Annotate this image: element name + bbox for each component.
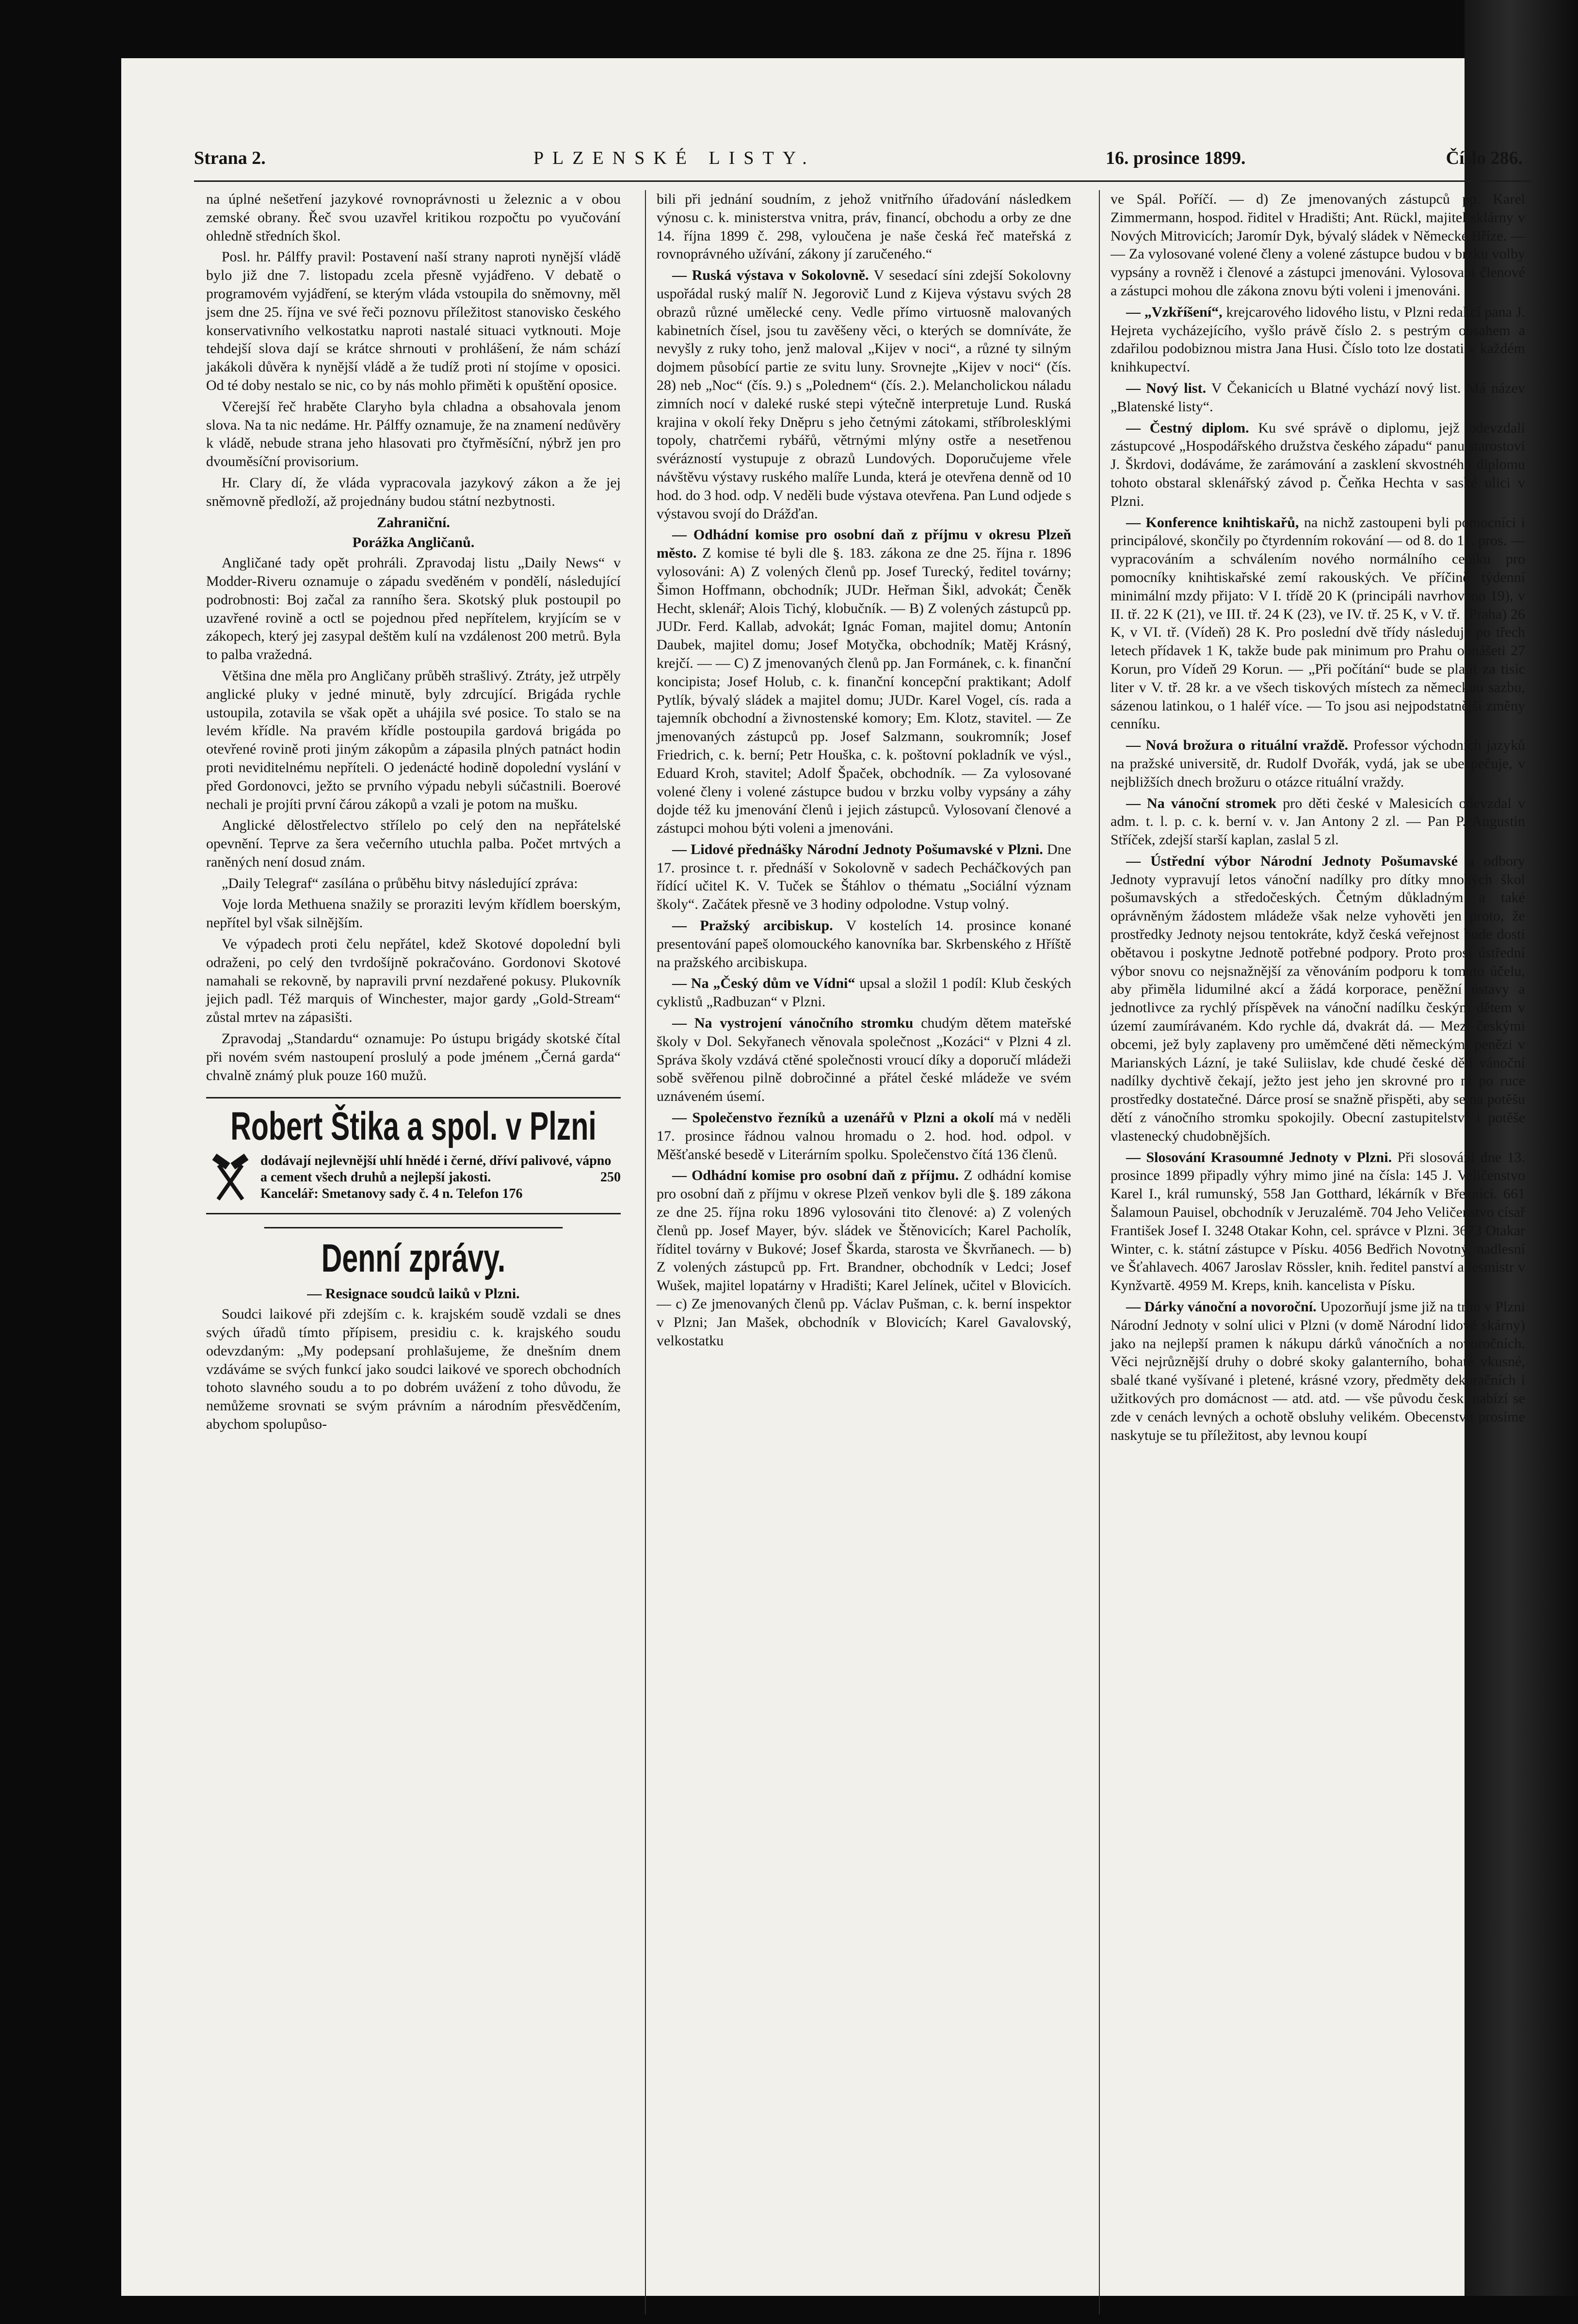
issue-number: Číslo 286.: [1446, 148, 1523, 168]
paragraph: Včerejší řeč hraběte Claryho byla chladna a obsahovala jenom slova. Na ta nic nedáme. Hr. Pálffy oznamuje, že na znamení nedůvěry k vládě, nebude strana jeho hlasovati pro čtyřměsíční, nýbrž jen pro dvouměsíční provisorium.: [206, 398, 621, 470]
article-heading: — Nový list.: [1126, 380, 1207, 396]
article-paragraph: [1111, 736, 1525, 791]
issue-date: 16. prosince 1899.: [1106, 148, 1246, 168]
article-paragraph: [657, 917, 1071, 971]
paragraph-text: V sesedací síni zdejší Sokolovny uspořádal ruský malíř N. Jegorovič Lund z Kijeva výstavu svých 28 obrazů různé umělecké ceny. Vedle přímo virtuosně malovaných kabinetních čísel, jsou tu zavěšeny věci, o kterých se domníváte, že nevyšly z ruky toho, jenž maloval „Kijev v noci“, a různé ty silným dojmem působící partie ze svitu luny. Srovnejte „Kijev v noci“ (čís. 28) neb „Noc“ (čís. 9.) s „Polednem“ (čís. 2.). Melancholickou náladu zimních nocí v daleké ruské stepi výtečně interpretuje Lund. Ruská krajina v okolí řeky Dněpru s jeho četnými zátokami, stříbrolesklými topoly, chatrčemi rybářů, větrnými mlýny ostře a nesetřenou svérázností vystupuje z obrazů Lundových. Doporučujeme vřele návštěvu výstavy ruského malíře Lunda, která je otevřena denně od 10 hod. do 3 hod. odp. V neděli bude výstava otevřena. Pan Lund odjede s výstavou svojí do Drážďan.: [657, 267, 1071, 522]
ad-number: 250: [600, 1170, 621, 1185]
paragraph-text: Ku své správě o diplomu, jejž odevzdali zástupcové „Hospodářského družstva českého západu“ panu starostovi J. Škrdovi, dodáváme, že zarámování a zasklení skvostného diplomu tohoto obstaral sklenářský závod p. Čeňka Hechta v saské ulici v Plzni.: [1111, 420, 1526, 509]
article-paragraph: [1111, 852, 1525, 1146]
article-heading: — Lidové přednášky Národní Jednoty Pošumavské v Plzni.: [672, 841, 1043, 857]
article-heading: — „Vzkříšení“,: [1126, 304, 1223, 320]
paragraph-text: Professor východních jazyků na pražské universitě, dr. Rudolf Dvořák, vydá, jak se ubezpečuje, v nejbližších dnech brožuru o otázce rituální vraždy.: [1111, 737, 1525, 790]
ad-title: Robert Štika a spol. v Plzni: [230, 1104, 596, 1149]
article-paragraph: [657, 1166, 1071, 1350]
paragraph-text: upsal a složil 1 podíl: Klub českých cyklistů „Radbuzan“ v Plzni.: [657, 975, 1072, 1010]
article-paragraph: [1111, 303, 1525, 376]
article-paragraph: [657, 974, 1071, 1011]
paragraph-text: na nichž zastoupeni byli pomocníci i principálové, skončily po čtyrdenním rokování — od 8. do 11. pros. — vypracováním a schválením nového normálního ceníku pro pomocníky knihtiskařské zemí rakouských. Ve příčině týdenní minimální mzdy přijato: V I. třídě 20 K (principáli navrhováno 19), v II. tř. 22 K (21), ve III. tř. 24 K (23), ve IV. tř. 25 K, v V. tř. (Praha) 26 K, v VI. tř. (Vídeň) 28 K. Pro poslední dvě třídy následuje po třech letech přídavek 1 K, takže bude pak minimum pro Prahu obnášeti 27 Korun, pro Vídeň 29 Korun. — „Při počítání“ bude se platit za tisíc liter v V. tř. 28 kr. a ve všech tiskových místech za německou sazbu, sázenou latinkou, o 1 haléř více. — To jsou asi nejpodstatnější změny cenníku.: [1111, 514, 1525, 732]
article-paragraph: [1111, 419, 1525, 511]
paragraph-text: Z komise té byli dle §. 183. zákona ze dne 25. října r. 1896 vylosováni: A) Z volených členů pp. Josef Turecký, ředitel továrny; Šimon Hoffmann, obchodník; JUDr. Heřman Šikl, advokát; Čeněk Hecht, sklenář; Alois Tichý, klobučník. — B) Z volených zástupců pp. JUDr. Ferd. Kallab, advokát; Ignác Foman, majitel domu; Antonín Daubek, majitel domu; Josef Motyčka, obchodník; Matěj Krásný, krejčí. — — C) Z jmenovaných členů pp. Jan Formánek, c. k. finanční koncipista; Josef Holub, c. k. finanční koncepční praktikant; Adolf Pytlík, bývalý sládek a majitel domu; JUDr. Karel Vogel, cís. rada a tajemník obchodní a živnostenské komory; Em. Klotz, stavitel. — Ze jmenovaných zástupců pp. Josef Salzmann, soukromník; Josef Friedrich, c. k. berní; Petr Houška, c. k. poštovní pokladník ve výsl., Eduard Kroh, stavitel; Adolf Špaček, obchodník. — Za vylosované volené členy i volené zástupce budou v brzku volby vypsány a záhy dojde též ku jmenování členů i jejich zástupců. Vylosovaní členové a zástupci mohou býti voleni a jmenováni.: [657, 545, 1071, 837]
newspaper-title: PLZENSKÉ LISTY.: [533, 148, 816, 168]
column-divider: [645, 190, 646, 2314]
mining-hammers-icon: [206, 1153, 255, 1206]
article-paragraph: [657, 266, 1071, 523]
column-3: [1111, 190, 1525, 2324]
paragraph-text: krejcarového lidového listu, v Plzni redakcí pana J. Hejreta vycházejícího, vyšlo právě číslo 2. s pestrým obsahem a zdařilou podobiznou mistra Jana Husi. Číslo toto lze dostati v každém knihkupectví.: [1111, 304, 1526, 375]
paragraph-text: V Čekanicích u Blatné vychází nový list. Má název „Blatenské listy“.: [1111, 380, 1525, 415]
article-heading: — Čestný diplom.: [1126, 420, 1249, 436]
article-paragraph: [1111, 514, 1525, 734]
paragraph: bili při jednání soudním, z jehož vnitřního úřadování následkem výnosu c. k. ministerstva vnitra, práv, financí, obchodu a orby ze dne 14. října 1899 č. 298, vyloučena je naše česká řeč mateřská z rovnoprávného užívání, zákony jí zaručeného.“: [657, 191, 1071, 262]
header-rule: [194, 180, 1532, 182]
section-heading: Zahraniční.: [377, 514, 450, 531]
column-divider: [1099, 190, 1100, 2314]
paragraph: Posl. hr. Pálffy pravil: Postavení naší strany naproti nynější vládě bylo již dne 7. listopadu zcela přesně vyjádřeno. V debatě o programovém vyjádření, se kterým vláda vstoupila do sněmovny, měl jsem dne 25. října ve své řeči poznovu příležitost stanovisko českého konservativního velkostatku naproti nastalé situaci vytknouti. Moje tehdejší slova dají se krátce shrnouti v prohlášení, že nám schází jakákoli důvěra k nynější vládě a že tudíž proti ní stojíme v oposici. Od té doby nestalo se nic, co by nás mohlo přiměti k opuštění oposice.: [206, 249, 621, 393]
paragraph-text: má v neděli 17. prosince řádnou valnou hromadu o 2. hod. hod. odpol. v Měšťanské besedě v Literárním spolku. Společenstvo čítá 136 členů.: [657, 1110, 1072, 1162]
paragraph-text: chudým dětem mateřské školy v Dol. Sekyřanech věnovala společnost „Kozáci“ v Plzni 4 zl. Správa školy vzdává ctěné společnosti vroucí díky a doporučí mládeži sobě svěřenou pilně dobročinné a přátel české mládeže ve svém uznáveném úsemí.: [657, 1015, 1072, 1105]
column-1: [206, 190, 621, 2324]
paragraph-text: Upozorňují jsme již na trhu v Plzni Národní Jednoty v solní ulici v Plzni (v domě Národní lidové skárny) jako na nejlepší pramen k nákupu dárků vánočních a novoročních. Věci nejrůznější druhy o dobré skoky galanterního, bohaté vkusné, sbalé tkané vyšívané i pletené, krásné vzory, předměty dekoračních i užitkových pro domácnost — atd. atd. — vše původu česk. nabízí se zde v cenách levných a ochotě obsluhy velikém. Obecenstvu prosíme naskytuje se tu příležitost, aby levnou koupí: [1111, 1299, 1525, 1443]
article-heading: — Resignace soudců laiků v Plzni.: [307, 1286, 520, 1302]
article-heading: — Slosování Krasoumné Jednoty v Plzni.: [1126, 1149, 1392, 1165]
ad-description: dodávají nejlevnější uhlí hnědé i černé, dříví palivové, vápno a cement všech druhů a nejlepší jakosti.: [260, 1153, 612, 1185]
paragraph: na úplné nešetření jazykové rovnoprávnosti u železnic a v obou zemské obrany. Řeč svou uzavřel kritikou rozpočtu po vyučování ohledně středních škol.: [206, 191, 621, 244]
article-heading: — Odhádní komise pro osobní daň z příjmu.: [672, 1167, 959, 1184]
paragraph: Zpravodaj „Standardu“ oznamuje: Po ústupu brigády skotské čítal při novém svém nastoupení proslulý a pode jménem „Černá garda“ chvalně známý pluk pouze 160 mužů.: [206, 1031, 621, 1083]
paragraph-text: Při slosování dne 13. prosince 1899 připadly výhry mimo jiné na čísla: 145 J. Veličenstvo Karel I., král rumunský, 558 Jan Gotthard, lékárník v Březnici. 661 Šalamoun Pauisel, obchodník v Jeruzalémě. 704 Jeho Veličenstvo císař František Josef I. 3248 Otakar Kohn, cel. správce v Plzni. 3673 Otakar Winter, c. k. státní zástupce v Písku. 4056 Bedřich Novotný, nadlesní ve Šťahlavech. 4067 Jaroslav Rössler, knih. ředitel panství a lesmistr v Kynžvartě. 4959 M. Kreps, knih. kancelista v Písku.: [1111, 1149, 1525, 1294]
ad-office: Kancelář: Smetanovy sady č. 4 n. Telefon 176: [260, 1186, 523, 1202]
paragraph-text: pro děti české v Malesicích odevzdal v adm. t. l. p. c. k. berní v. v. Jan Antony 2 zl. — Pan P. Augustin Stříček, zdejší starší kaplan, zaslal 5 zl.: [1111, 795, 1526, 848]
article-paragraph: [657, 526, 1071, 838]
article-paragraph: [1111, 379, 1525, 416]
paragraph-text: Z odhádní komise pro osobní daň z příjmu v okrese Plzeň venkov byli dle §. 189 zákona ze dne 25. října roku 1896 vylosováni tito členové: a) Z volených členů pp. Josef Mayer, býv. sládek ve Štěnovicích; Karel Pacholík, říditel továrny v Bukové; Josef Škarda, starosta ve Škvrňanech. — b) Z volených zástupců pp. Frt. Brandner, obchodník v Ledci; Josef Wušek, majitel lopatárny v Hradišti; Karel Jelínek, učitel v Blovicích. — c) Ze jmenovaných členů pp. Václav Pušman, c. k. berní inspektor v Plzni; Jan Mašek, obchodník v Blovicích; Karel Gavalovský, velkostatku: [657, 1167, 1071, 1349]
article-heading: — Na „Český dům ve Vídni“: [672, 975, 855, 992]
article-paragraph: [1111, 1148, 1525, 1295]
article-heading: — Společenstvo řezníků a uzenářů v Plzni a okolí: [672, 1110, 994, 1126]
article-heading: — Na vystrojení vánočního stromku: [672, 1015, 914, 1032]
ad-text: [260, 1153, 621, 1202]
paragraph: Ve výpadech proti čelu nepřátel, kdež Skotové dopolední byli odraženi, po celý den tvrdošíjně pokračováno. Gordonovi Skotové namahali se rekovně, by napravili první nezdařené pokusy. Plukovník jejich padl. Též marquis of Winchester, major gardy „Gold-Stream“ zůstal mrtev na zápasišti.: [206, 936, 621, 1026]
article-paragraph: [657, 1014, 1071, 1106]
paragraph: Hr. Clary dí, že vláda vypracovala jazykový zákon a že jej sněmovně předloží, až projednány budou státní nezbytnosti.: [206, 474, 621, 509]
paragraph-text: a odbory Jednoty vypravují letos vánoční nadílky pro dítky mnohých škol pošumavských a středočeských. Četným důkladným a také oprávněným žádostem mládeže však nelze vyhověti jen proto, že prostředky Jednoty nejsou tentokráte, když česká veřejnost bude dosti obětavou i poskytne Jednotě potřebné podpory. Proto prosí ústřední výbor snovu co nejsnažnější za věnováním podporu k tomuto účelu, aby přiměla lidumilné akcí a žádá korporace, peněžní ústavy a jednotlivce za rychlý příspěvek na vánoční nadílku českým dětem v území zaumírávaném. Kdo rychle dá, dvakrát dá. — Mezi českými obcemi, jež byly zaplaveny pro uměmčené děti německými penězi v Marianských Lázní, je také Suliislav, kde chudé české děti vánoční nadílky dychtivě čekají, ježto jest jeho jen skrovné pro ni po ruce prostředky dostatečné. Dárce prosí se snažně přispěti, aby se na potěšu dětí z vánočního stromku spokojily. Obecní zastupitelství i potěše vlastenecký chudobnějších.: [1111, 853, 1525, 1144]
paragraph: Většina dne měla pro Angličany průběh strašlivý. Ztráty, jež utrpěly anglické pluky v jedné minutě, byly zdrcující. Brigáda rychle ustoupila, zotavila se však opět a uhájila své posice. To stalo se na levém křídle. Na pravém křídle postoupila gardová brigáda po otevřené rovině proti jiným zákopům a zápasila plných patnáct hodin proti neviditelnému nepříteli. O jedenácté hodině dopolední vyslání v před Gordonovci, ježto se prvního výpadu nebyli súčastnili. Boerové nechali je projíti první čárou zákopů a vzali je potom na mušku.: [206, 667, 621, 812]
article-heading: — Ruská výstava v Sokolovně.: [672, 267, 869, 284]
paragraph: Soudci laikové při zdejším c. k. krajském soudě vzdali se dnes svých úřadů tímto přípisem, presidiu c. k. krajského soudu odevzdaným: „My podepsaní prohlašujeme, že dnešním dnem vzdáváme se svých funkcí jako soudci laikové ve sporech obchodních tohoto slavného soudu a to po dobrém uvážení z toho důvodu, že nemůžeme srovnati se svým právním a národním přesvědčením, abychom spolupůso-: [206, 1306, 621, 1433]
paragraph-text: V kostelích 14. prosince konané presentování papeš olomouckého kanovníka bar. Skrbenského z Hříště na pražského arcibiskupa.: [657, 918, 1071, 970]
newspaper-page: [121, 58, 1526, 2296]
article-paragraph: [1111, 794, 1525, 849]
article-heading: — Dárky vánoční a novoroční.: [1126, 1299, 1317, 1315]
article-heading: — Odhádní komise pro osobní daň z příjmu v okresu Plzeň město.: [657, 527, 1071, 562]
article-paragraph: [1111, 1298, 1525, 1444]
ad-body: [206, 1153, 621, 1206]
article-heading: Porážka Angličanů.: [352, 534, 475, 551]
paragraph: ve Spál. Poříčí. — d) Ze jmenovaných zástupců pp. Karel Zimmermann, hospod. řiditel v Hradišti; Ant. Rückl, majitel sklárny v Nových Mitrovicích; Jaromír Dyk, bývalý sládek v Německé Bříze. — — Za vylosované volené členy a volené zástupce budou v brzku volby vypsány a rovněž i členové a zástupci jmenováni. Vylosovaní členové a zástupci mohou dle zákona znovu býti voleni i jmenováni.: [1111, 191, 1525, 299]
page-number: Strana 2.: [194, 148, 266, 168]
advertisement: [206, 1097, 621, 1214]
article-heading: — Nová brožura o rituální vraždě.: [1126, 737, 1349, 754]
paragraph-text: Dne 17. prosince t. r. přednáší v Sokolovně v sadech Pecháčkových pan řídící učitel K. V. Tuček se Štáhlov o thématu „Sociální význam školy“. Začátek přesně ve 3 hodiny odpolodne. Vstup volný.: [657, 841, 1071, 913]
article-paragraph: [657, 840, 1071, 914]
article-heading: — Na vánoční stromek: [1126, 795, 1277, 811]
paragraph: Angličané tady opět prohráli. Zpravodaj listu „Daily News“ v Modder-Riveru oznamuje o západu sveděném v pondělí, následující podrobnosti: Boj začal za ranního šera. Skotský pluk postoupil po uzavřené rovině a octl se pojednou před nepřítelem, kryjícím se v zákopech, který jej zasypal deštěm kulí na vzdálenost 200 metrů. Byla to palba vražedná.: [206, 555, 621, 663]
paragraph: „Daily Telegraf“ zasílána o průběhu bitvy následující zpráva:: [222, 875, 578, 891]
paragraph: Anglické dělostřelectvo střílelo po celý den na nepřátelské opevnění. Teprve za šera večerního utuchla palba. Počet mrtvých a raněných není dosud znám.: [206, 817, 621, 870]
page-header: [194, 147, 1532, 177]
column-2: [657, 190, 1071, 2324]
section-title: Denní zprávy.: [264, 1227, 563, 1283]
article-paragraph: [657, 1109, 1071, 1163]
article-heading: — Pražský arcibiskup.: [672, 918, 833, 934]
paragraph: Voje lorda Methuena snažily se proraziti levým křídlem boerským, nepřítel byl však silnějším.: [206, 896, 621, 931]
article-heading: — Konference knihtiskařů,: [1126, 514, 1299, 531]
article-heading: — Ústřední výbor Národní Jednoty Pošumavské: [1126, 853, 1458, 869]
